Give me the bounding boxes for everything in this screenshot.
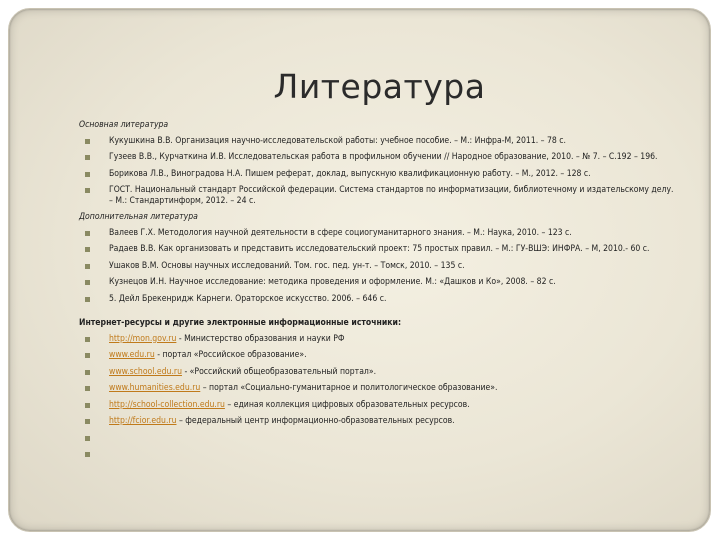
- square-bullet-icon: [85, 231, 90, 236]
- square-bullet-icon: [85, 452, 90, 457]
- square-bullet-icon: [85, 155, 90, 160]
- main-literature-heading: Основная литература: [79, 120, 169, 130]
- list-item: 5. Дейл Брекенридж Карнеги. Ораторское искусство. 2006. – 646 с.: [79, 294, 679, 305]
- list-item: Валеев Г.Х. Методология научной деятельности в сфере социогуманитарного знания. – М.: Наука, 2010. – 123 с.: [79, 228, 679, 239]
- square-bullet-icon: [85, 353, 90, 358]
- square-bullet-icon: [85, 264, 90, 269]
- list-item: http://mon.gov.ru - Министерство образования и науки РФ: [79, 334, 679, 345]
- link-school-collection[interactable]: http://school-collection.edu.ru: [109, 399, 225, 410]
- square-bullet-icon: [85, 139, 90, 144]
- square-bullet-icon: [85, 172, 90, 177]
- extra-literature-list: [79, 228, 679, 305]
- square-bullet-icon: [85, 280, 90, 285]
- link-edu[interactable]: www.edu.ru: [109, 350, 155, 360]
- page-title: Литература: [273, 67, 486, 106]
- list-item: http://fcior.edu.ru – федеральный центр информационно-образовательных ресурсов.: [79, 416, 679, 427]
- internet-resources-heading: Интернет-ресурсы и другие электронные информационные источники:: [79, 318, 402, 328]
- main-literature-list: [79, 136, 679, 207]
- list-item-empty: [79, 433, 679, 444]
- list-item: www.edu.ru - портал «Российское образование».: [79, 350, 679, 361]
- link-fcior[interactable]: http://fcior.edu.ru: [109, 416, 177, 426]
- slide: [8, 8, 711, 532]
- square-bullet-icon: [85, 403, 90, 408]
- square-bullet-icon: [85, 247, 90, 252]
- list-item: http://school-collection.edu.ru – единая коллекция цифровых образовательных ресурсов.: [79, 400, 679, 411]
- square-bullet-icon: [85, 188, 90, 193]
- extra-literature-heading: Дополнительная литература: [79, 212, 198, 222]
- list-item: Радаев В.В. Как организовать и представить исследовательский проект: 75 простых правил. – М.: ГУ-ВШЭ: ИНФРА. – М, 2010.- 60 с.: [79, 244, 679, 255]
- square-bullet-icon: [85, 386, 90, 391]
- link-mon-gov[interactable]: http://mon.gov.ru: [109, 333, 177, 344]
- list-item: Борикова Л.В., Виноградова Н.А. Пишем реферат, доклад, выпускную квалификационную работу. – М., 2012. – 128 с.: [79, 169, 679, 180]
- list-item: Гузеев В.В., Курчаткина И.В. Исследовательская работа в профильном обучении // Народное образование, 2010. – № 7. – С.192 – 196.: [79, 152, 679, 163]
- link-humanities-edu[interactable]: www.humanities.edu.ru: [109, 383, 201, 393]
- square-bullet-icon: [85, 297, 90, 302]
- link-school-edu[interactable]: www.school.edu.ru: [109, 366, 182, 377]
- list-item-empty: [79, 449, 679, 460]
- list-item: Ушаков В.М. Основы научных исследований. Том. гос. пед. ун-т. – Томск, 2010. – 135 с.: [79, 261, 679, 272]
- square-bullet-icon: [85, 370, 90, 375]
- list-item: ГОСТ. Национальный стандарт Российской федерации. Система стандартов по информатизации, библиотечному и издательскому делу. – М.: Стандартинформ, 2012. – 24 с.: [79, 185, 679, 206]
- list-item: Кузнецов И.Н. Научное исследование: методика проведения и оформление. М.: «Дашков и Ко», 2008. – 82 с.: [79, 277, 679, 288]
- list-item: www.humanities.edu.ru – портал «Социально-гуманитарное и политологическое образование».: [79, 383, 679, 394]
- square-bullet-icon: [85, 419, 90, 424]
- content: [79, 119, 679, 466]
- internet-resources-list: [79, 334, 679, 460]
- list-item: www.school.edu.ru - «Российский общеобразовательный портал».: [79, 367, 679, 378]
- square-bullet-icon: [85, 436, 90, 441]
- square-bullet-icon: [85, 337, 90, 342]
- list-item: Кукушкина В.В. Организация научно-исследовательской работы: учебное пособие. – М.: Инфра-М, 2011. – 78 с.: [79, 136, 679, 147]
